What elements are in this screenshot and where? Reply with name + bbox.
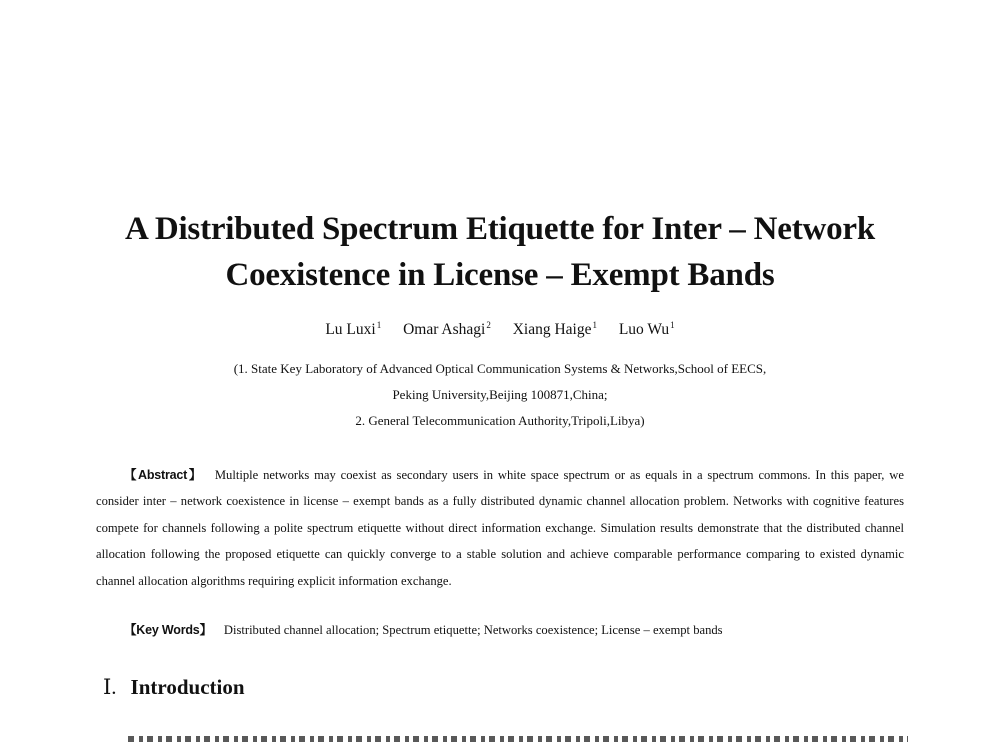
author-affiliation-mark: 1 bbox=[376, 320, 382, 330]
affiliation-line: (1. State Key Laboratory of Advanced Optical Communication Systems & Networks,School of EECS, bbox=[233, 361, 767, 376]
section-heading bbox=[103, 672, 245, 702]
keywords-label: 【Key Words】 bbox=[124, 623, 212, 637]
author-affiliation-mark: 2 bbox=[486, 320, 491, 330]
section-number: Ⅰ. bbox=[103, 675, 117, 699]
abstract-label: 【Abstract】 bbox=[124, 468, 203, 482]
author-affiliation-mark: 1 bbox=[670, 320, 675, 330]
abstract-paragraph bbox=[96, 462, 904, 594]
author-list bbox=[0, 320, 1000, 339]
affiliation-line: Peking University,Beijing 100871,China; bbox=[392, 387, 608, 402]
abstract-text: Multiple networks may coexist as secondary users in white space spectrum or as equals in a spectrum commons. In this paper, we consider inter – network coexistence in license – exempt bands as a fully distributed dynamic channel allocation problem. Networks with cognitive features compete for channels following a polite spectrum etiquette without direct information exchange. Simulation results demonstrate that the distributed channel allocation following the proposed etiquette can quickly converge to a stable solution and achieve comparable performance comparing to existed dynamic channel allocation algorithms requiring explicit information exchange. bbox=[96, 468, 904, 588]
paper-title-line-2: Coexistence in License – Exempt Bands bbox=[225, 257, 775, 293]
author-name: Luo Wu bbox=[618, 321, 670, 338]
author-name: Lu Luxi bbox=[325, 321, 376, 338]
section-title: Introduction bbox=[130, 675, 245, 699]
author bbox=[403, 320, 491, 339]
paper-title-line-1: A Distributed Spectrum Etiquette for Inter – Network bbox=[124, 211, 876, 247]
keywords-paragraph bbox=[96, 617, 904, 643]
author bbox=[325, 320, 381, 339]
author bbox=[619, 320, 675, 339]
author bbox=[513, 320, 597, 339]
cutoff-text-line bbox=[128, 736, 908, 742]
affiliation-line: 2. General Telecommunication Authority,Tripoli,Libya) bbox=[355, 413, 645, 428]
keywords-text: Distributed channel allocation; Spectrum etiquette; Networks coexistence; License – exempt bands bbox=[223, 623, 723, 637]
author-affiliation-mark: 1 bbox=[592, 320, 597, 330]
author-name: Omar Ashagi bbox=[403, 321, 486, 338]
author-name: Xiang Haige bbox=[512, 321, 592, 338]
